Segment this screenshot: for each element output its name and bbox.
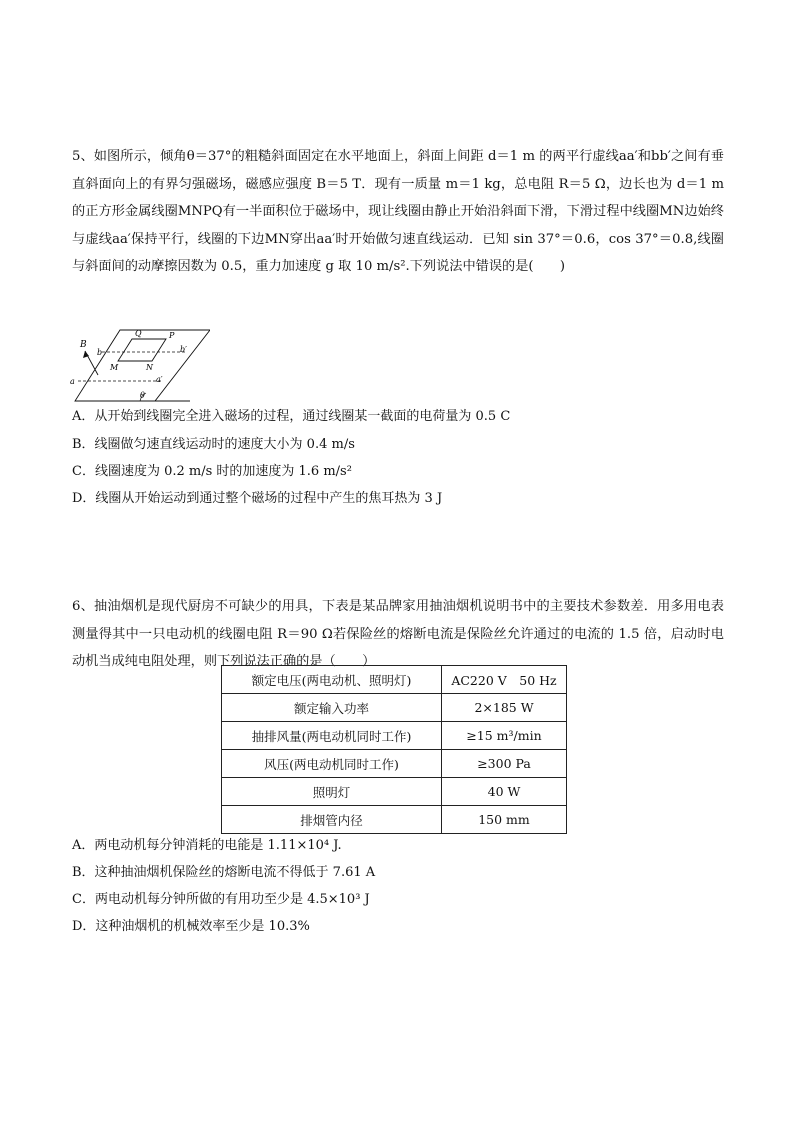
- table-cell: 抽排风量(两电动机同时工作): [222, 722, 442, 750]
- q6-option-a: A．两电动机每分钟消耗的电能是 1.11×10⁴ J.: [72, 838, 342, 853]
- label-Q: Q: [135, 329, 142, 338]
- table-cell: AC220 V 50 Hz: [442, 666, 567, 694]
- q6-option-c: C．两电动机每分钟所做的有用功至少是 4.5×10³ J: [72, 892, 370, 907]
- table-row: [222, 666, 567, 694]
- label-M: M: [110, 363, 119, 372]
- table-cell: 额定输入功率: [222, 694, 442, 722]
- table-cell: 排烟管内径: [222, 806, 442, 834]
- table-cell: ≥300 Pa: [442, 750, 567, 778]
- table-cell: 风压(两电动机同时工作): [222, 750, 442, 778]
- table-cell: 2×185 W: [442, 694, 567, 722]
- q5-option-d: D．线圈从开始运动到通过整个磁场的过程中产生的焦耳热为 3 J: [72, 491, 443, 506]
- table-cell: 40 W: [442, 778, 567, 806]
- label-B: B: [80, 340, 87, 350]
- q6-option-d: D．这种油烟机的机械效率至少是 10.3%: [72, 919, 310, 934]
- spec-table: [221, 665, 567, 834]
- q5-option-c: C．线圈速度为 0.2 m/s 时的加速度为 1.6 m/s²: [72, 464, 352, 479]
- label-a: a: [70, 377, 75, 386]
- table-cell: ≥15 m³/min: [442, 722, 567, 750]
- label-a-prime: a′: [156, 375, 163, 384]
- label-N: N: [146, 363, 153, 372]
- table-row: [222, 778, 567, 806]
- incline-magnetic-field-diagram: [70, 325, 210, 403]
- table-row: [222, 806, 567, 834]
- q5-option-b: B．线圈做匀速直线运动时的速度大小为 0.4 m/s: [72, 437, 355, 452]
- table-row: [222, 722, 567, 750]
- table-cell: 额定电压(两电动机、照明灯): [222, 666, 442, 694]
- q5-option-a: A．从开始到线圈完全进入磁场的过程，通过线圈某一截面的电荷量为 0.5 C: [72, 409, 511, 424]
- q6-option-b: B．这种抽油烟机保险丝的熔断电流不得低于 7.61 A: [72, 865, 376, 880]
- table-row: [222, 694, 567, 722]
- label-P: P: [169, 331, 175, 340]
- label-b-prime: b′: [180, 345, 187, 354]
- question-5-text: 5、如图所示，倾角θ＝37°的粗糙斜面固定在水平地面上，斜面上间距 d＝1 m 的两平行虚线aa′和bb′之间有垂直斜面向上的有界匀强磁场，磁感应强度 B＝5 T．现有一质量 m＝1 kg，总电阻 R＝5 Ω，边长也为 d＝1 m的正方形金属线圈MNPQ有一半面积位于磁场中，现让线圈由静止开始沿斜面下滑，下滑过程中线圈MN边始终与虚线aa′保持平行，线圈的下边MN穿出aa′时开始做匀速直线运动．已知 sin 37°＝0.6，cos 37°＝0.8,线圈与斜面间的动摩擦因数为 0.5，重力加速度 g 取 10 m/s².下列说法中错误的是( ): [72, 149, 724, 274]
- table-cell: 照明灯: [222, 778, 442, 806]
- table-row: [222, 750, 567, 778]
- label-theta: θ: [140, 391, 145, 400]
- question-6-text: 6、抽油烟机是现代厨房不可缺少的用具，下表是某品牌家用抽油烟机说明书中的主要技术参数差．用多用电表测量得其中一只电动机的线圈电阻 R＝90 Ω若保险丝的熔断电流是保险丝允许通过的电流的 1.5 倍，启动时电动机当成纯电阻处理，则下列说法正确的是（ ）: [72, 599, 724, 669]
- label-b: b: [97, 348, 103, 357]
- table-cell: 150 mm: [442, 806, 567, 834]
